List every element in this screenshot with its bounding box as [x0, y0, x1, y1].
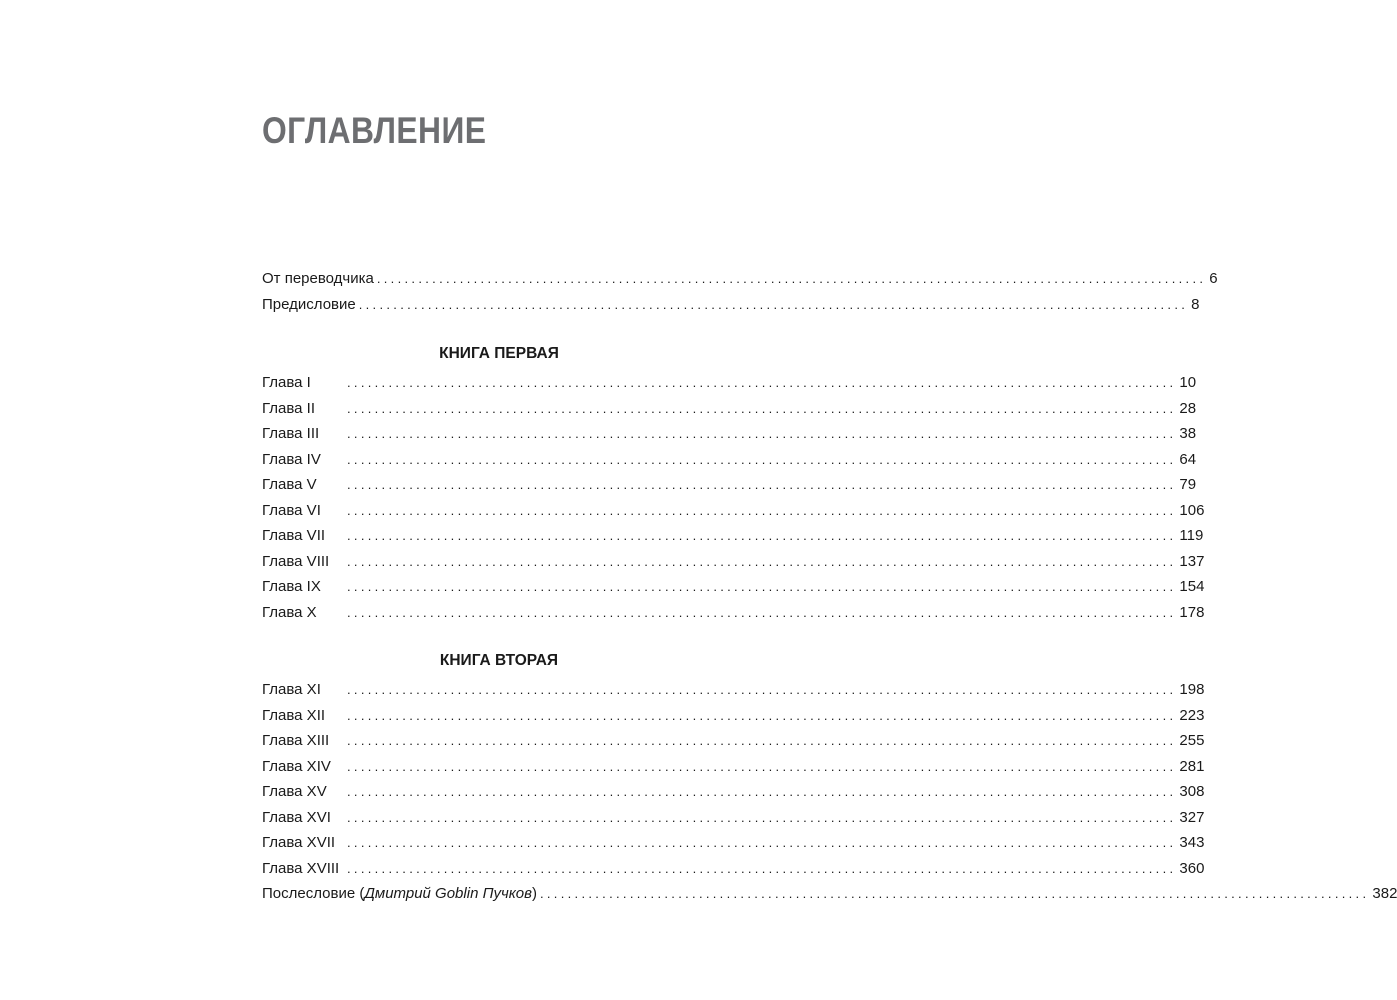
toc-entry-page: 198 — [1179, 681, 1205, 698]
toc-entry-chapter[interactable] — [262, 421, 1197, 447]
toc-entry-page: 64 — [1179, 450, 1197, 468]
toc-entry-chapter[interactable] — [262, 856, 1205, 882]
toc-entry-page: 6 — [1209, 270, 1218, 287]
toc-entry-chapter[interactable] — [262, 574, 1205, 600]
toc-entry-label: Глава VIII — [262, 552, 330, 570]
toc-entry-chapter[interactable] — [262, 523, 1204, 549]
toc-leader-dots: ........................................................................................................................ — [347, 553, 1177, 569]
toc-entry-chapter[interactable] — [262, 779, 1205, 805]
toc-leader-dots: ........................................................................................................................ — [347, 835, 1177, 850]
toc-entry-page: 137 — [1179, 552, 1205, 570]
toc-entry-label: Послесловие (Дмитрий Goblin Пучков) — [262, 885, 537, 902]
toc-leader-dots: ........................................................................................................................ — [347, 375, 1177, 390]
toc-leader-dots: ........................................................................................................................ — [539, 886, 1370, 901]
afterword-author: Дмитрий Goblin Пучков — [364, 885, 532, 902]
page-title: ОГЛАВЛЕНИЕ — [262, 110, 487, 151]
toc-entry-label: Глава II — [262, 399, 316, 417]
toc-entry-page: 106 — [1179, 501, 1205, 519]
toc-leader-dots: ........................................................................................................................ — [347, 733, 1177, 748]
toc-leader-dots: ........................................................................................................................ — [376, 271, 1207, 286]
toc-entry-chapter[interactable] — [262, 728, 1205, 754]
toc-entry-chapter[interactable] — [262, 677, 1205, 703]
toc-entry-label: Глава IV — [262, 450, 321, 468]
toc-entry-page: 223 — [1179, 706, 1205, 724]
toc-entry-chapter[interactable] — [262, 549, 1205, 575]
toc-entry-label: Глава I — [262, 374, 311, 391]
toc-leader-dots: ........................................................................................................................ — [347, 860, 1177, 876]
toc-entry-label: Глава XIV — [262, 757, 331, 775]
book-one-heading: КНИГА ПЕРВАЯ — [439, 345, 559, 362]
toc-entry-label: Глава XVI — [262, 808, 331, 826]
toc-entry-chapter[interactable] — [262, 498, 1205, 524]
toc-entry-label: От переводчика — [262, 270, 374, 287]
toc-leader-dots: ........................................................................................................................ — [347, 758, 1177, 774]
toc-entry-label: Глава V — [262, 476, 317, 493]
toc-entry-page: 281 — [1179, 757, 1205, 775]
toc-leader-dots: ........................................................................................................................ — [347, 579, 1177, 594]
toc-leader-dots: ........................................................................................................................ — [347, 400, 1177, 416]
toc-entry-label: Глава XIII — [262, 732, 330, 749]
toc-entry-chapter[interactable] — [262, 805, 1205, 831]
toc-entry-page: 178 — [1179, 603, 1205, 621]
toc-entry-label: Глава VII — [262, 527, 326, 544]
book-two-heading: КНИГА ВТОРАЯ — [439, 652, 559, 669]
toc-entry-label: Глава IX — [262, 578, 321, 595]
toc-entry-label: Глава XVIII — [262, 859, 340, 877]
toc-leader-dots: ........................................................................................................................ — [347, 451, 1177, 467]
toc-entry-page: 38 — [1179, 425, 1197, 442]
toc-entry-label: Глава XI — [262, 681, 321, 698]
toc-leader-dots: ........................................................................................................................ — [347, 502, 1177, 518]
toc-entry-label: Глава XVII — [262, 834, 336, 851]
toc-leader-dots: ........................................................................................................................ — [347, 809, 1177, 825]
toc-entry-chapter[interactable] — [262, 447, 1197, 473]
toc-entry-label: Глава XV — [262, 783, 327, 800]
afterword-list — [262, 881, 1397, 907]
toc-entry-chapter[interactable] — [262, 396, 1197, 422]
toc-entry-label: Глава III — [262, 425, 320, 442]
toc-entry-label: Предисловие — [262, 295, 356, 313]
toc-entry-page: 360 — [1179, 859, 1205, 877]
toc-entry-afterword[interactable] — [262, 881, 1397, 907]
toc-entry-page: 343 — [1179, 834, 1205, 851]
toc-entry-page: 8 — [1191, 295, 1200, 313]
toc-leader-dots: ........................................................................................................................ — [347, 682, 1177, 697]
toc-entry-translator-note[interactable] — [262, 266, 1218, 292]
toc-entry-page: 119 — [1179, 527, 1204, 544]
toc-entry-label: Глава X — [262, 603, 317, 621]
toc-entry-chapter[interactable] — [262, 754, 1205, 780]
toc-entry-page: 154 — [1179, 578, 1205, 595]
toc-leader-dots: ........................................................................................................................ — [358, 296, 1189, 312]
toc-leader-dots: ........................................................................................................................ — [347, 707, 1177, 723]
toc-entry-chapter[interactable] — [262, 472, 1197, 498]
toc-entry-chapter[interactable] — [262, 370, 1197, 396]
toc-leader-dots: ........................................................................................................................ — [347, 784, 1177, 799]
toc-leader-dots: ........................................................................................................................ — [347, 528, 1177, 543]
toc-entry-page: 255 — [1179, 732, 1205, 749]
book-two-chapter-list — [262, 677, 1205, 881]
toc-entry-preface[interactable] — [262, 292, 1200, 318]
toc-entry-chapter[interactable] — [262, 830, 1205, 856]
toc-entry-page: 10 — [1179, 374, 1197, 391]
toc-entry-page: 28 — [1179, 399, 1197, 417]
toc-entry-page: 327 — [1179, 808, 1205, 826]
toc-entry-chapter[interactable] — [262, 703, 1205, 729]
toc-entry-page: 382 — [1372, 885, 1397, 902]
toc-entry-chapter[interactable] — [262, 600, 1205, 626]
book-one-chapter-list — [262, 370, 1205, 625]
toc-entry-page: 79 — [1179, 476, 1197, 493]
toc-leader-dots: ........................................................................................................................ — [347, 477, 1177, 492]
front-matter-list — [262, 266, 1218, 317]
toc-entry-label: Глава XII — [262, 706, 326, 724]
toc-leader-dots: ........................................................................................................................ — [347, 604, 1177, 620]
toc-leader-dots: ........................................................................................................................ — [347, 426, 1177, 441]
toc-entry-page: 308 — [1179, 783, 1205, 800]
toc-entry-label: Глава VI — [262, 501, 321, 519]
